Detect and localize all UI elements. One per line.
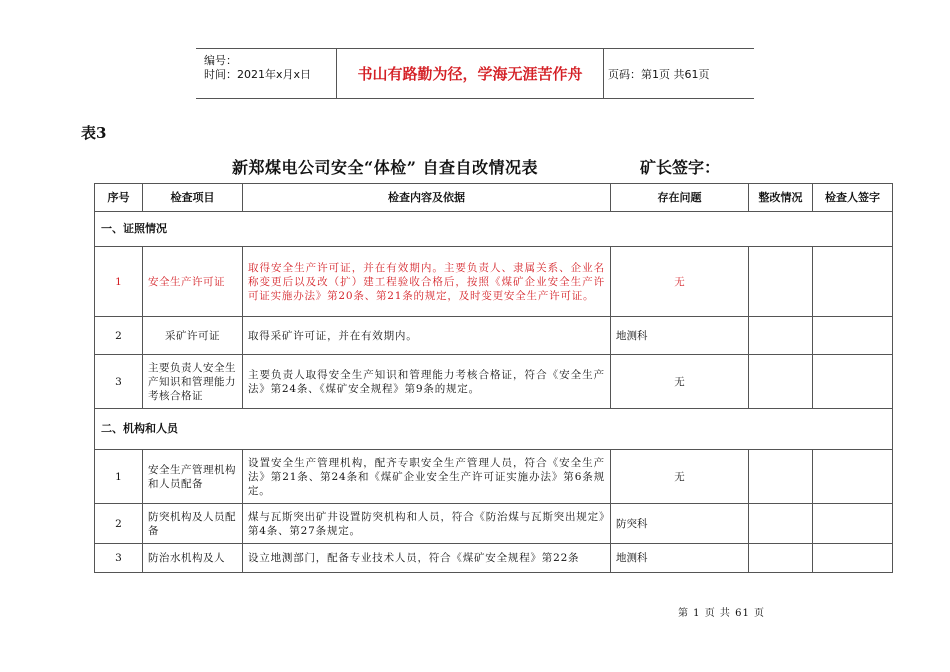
row-rectification xyxy=(749,504,813,544)
row-content: 煤与瓦斯突出矿井设置防突机构和人员，符合《防治煤与瓦斯突出规定》第4条、第27条规定。 xyxy=(243,504,611,544)
section-title: 一、证照情况 xyxy=(95,212,893,247)
row-item: 主要负责人安全生产知识和管理能力考核合格证 xyxy=(143,355,243,409)
row-content: 主要负责人取得安全生产知识和管理能力考核合格证，符合《安全生产法》第24条、《煤矿安全规程》第9条的规定。 xyxy=(243,355,611,409)
signature-label: 矿长签字： xyxy=(640,158,721,177)
row-number: 2 xyxy=(95,504,143,544)
section-title: 二、机构和人员 xyxy=(95,409,893,450)
table-row xyxy=(95,317,893,355)
row-number: 2 xyxy=(95,317,143,355)
row-inspector xyxy=(813,247,893,317)
table-number: 表3 xyxy=(81,124,107,142)
col-header-number: 序号 xyxy=(95,184,143,212)
row-content: 设置安全生产管理机构，配齐专职安全生产管理人员，符合《安全生产法》第21条、第24条和《煤矿企业安全生产许可证实施办法》第6条规定。 xyxy=(243,450,611,504)
row-inspector xyxy=(813,355,893,409)
row-number: 1 xyxy=(95,247,143,317)
row-number: 1 xyxy=(95,450,143,504)
row-item: 安全生产许可证 xyxy=(143,247,243,317)
row-number: 3 xyxy=(95,544,143,573)
row-rectification xyxy=(749,247,813,317)
row-inspector xyxy=(813,317,893,355)
row-item: 防突机构及人员配备 xyxy=(143,504,243,544)
table-row xyxy=(95,450,893,504)
table-row xyxy=(95,355,893,409)
page-header xyxy=(196,48,754,99)
row-content: 设立地测部门，配备专业技术人员，符合《煤矿安全规程》第22条 xyxy=(243,544,611,573)
section-row xyxy=(95,409,893,450)
row-issue: 地测科 xyxy=(611,317,749,355)
time-label: 时间：2021年x月x日 xyxy=(204,68,312,81)
row-issue: 无 xyxy=(611,355,749,409)
row-item: 防治水机构及人 xyxy=(143,544,243,573)
row-issue: 无 xyxy=(611,450,749,504)
table-row xyxy=(95,504,893,544)
row-item: 安全生产管理机构和人员配备 xyxy=(143,450,243,504)
row-content: 取得采矿许可证，并在有效期内。 xyxy=(243,317,611,355)
row-rectification xyxy=(749,544,813,573)
row-number: 3 xyxy=(95,355,143,409)
col-header-issue: 存在问题 xyxy=(611,184,749,212)
row-inspector xyxy=(813,544,893,573)
row-issue: 地测科 xyxy=(611,544,749,573)
row-inspector xyxy=(813,504,893,544)
row-rectification xyxy=(749,317,813,355)
row-content: 取得安全生产许可证，并在有效期内。主要负责人、隶属关系、企业名称变更后以及改（扩）建工程验收合格后，按照《煤矿企业安全生产许可证实施办法》第20条、第21条的规定，及时变更安全生产许可证。 xyxy=(243,247,611,317)
inspection-table xyxy=(94,183,893,573)
header-page-info: 页码：第1页 共61页 xyxy=(608,67,710,81)
col-header-item: 检查项目 xyxy=(143,184,243,212)
col-header-content: 检查内容及依据 xyxy=(243,184,611,212)
table-row xyxy=(95,544,893,573)
page-title: 新郑煤电公司安全“体检” 自查自改情况表 xyxy=(232,158,538,177)
col-header-rectification: 整改情况 xyxy=(749,184,813,212)
row-item: 采矿许可证 xyxy=(143,317,243,355)
table-row xyxy=(95,247,893,317)
page-footer: 第 1 页 共 61 页 xyxy=(678,608,765,619)
row-inspector xyxy=(813,450,893,504)
table-header-row xyxy=(95,184,893,212)
col-header-inspector: 检查人签字 xyxy=(813,184,893,212)
header-motto: 书山有路勤为径，学海无涯苦作舟 xyxy=(336,49,604,98)
row-rectification xyxy=(749,450,813,504)
row-issue: 无 xyxy=(611,247,749,317)
row-rectification xyxy=(749,355,813,409)
section-row xyxy=(95,212,893,247)
number-label: 编号： xyxy=(204,54,237,67)
row-issue: 防突科 xyxy=(611,504,749,544)
header-meta xyxy=(196,49,336,98)
